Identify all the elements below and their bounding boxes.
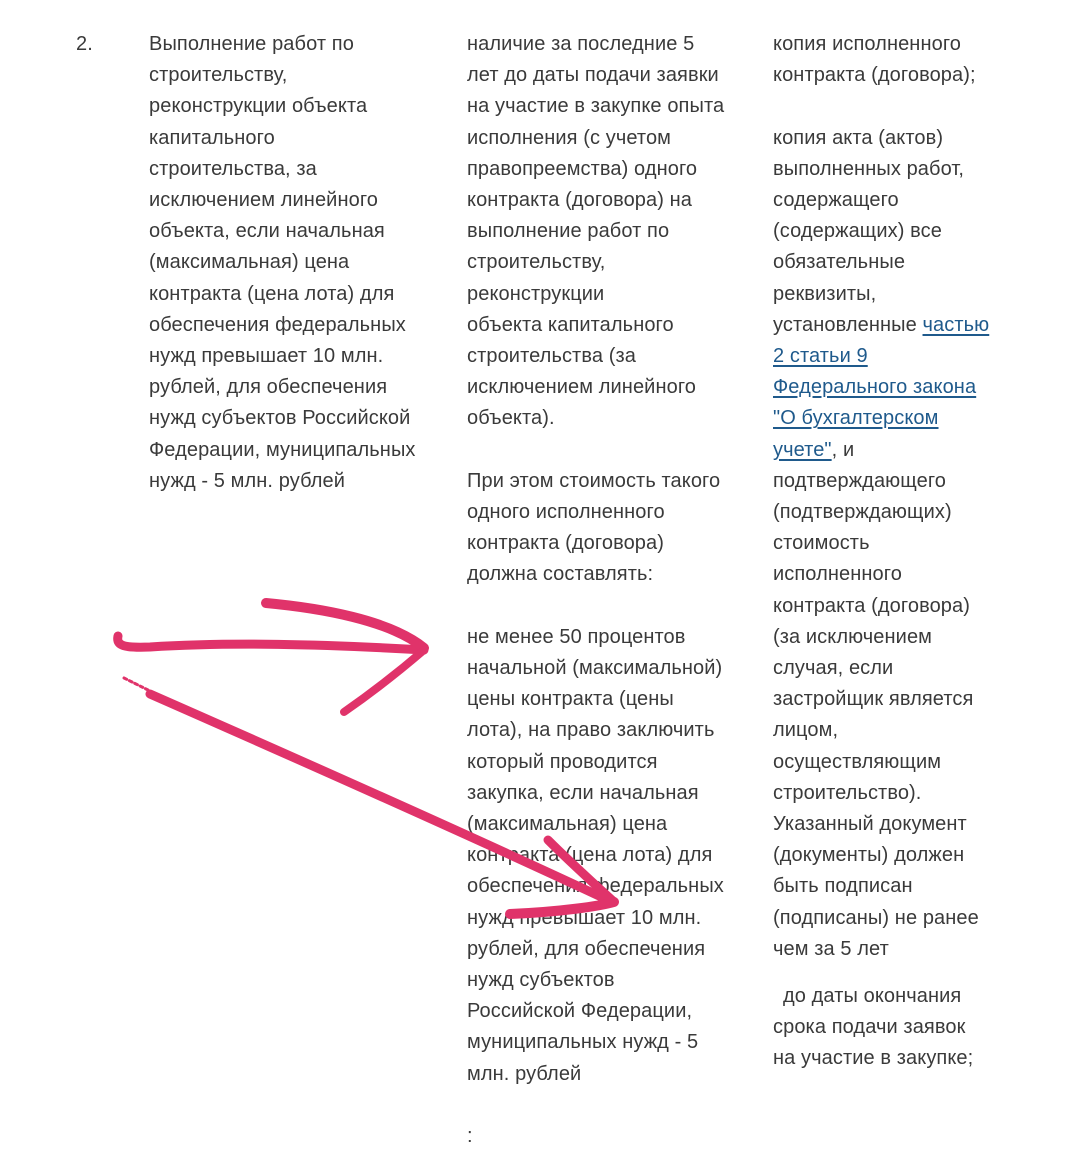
text-line: выполненных работ, (773, 157, 965, 180)
paragraph-gap (467, 435, 749, 466)
text-line: исключением линейного (149, 189, 378, 212)
text-line: нужд субъектов (467, 969, 615, 992)
text-line: Указанный документ (773, 813, 967, 836)
text-line: нужд - 5 млн. рублей (149, 469, 345, 492)
text-line: объекта капитального (467, 313, 674, 336)
text-line: одного исполненного (467, 501, 665, 524)
text-line: быть подписан (773, 875, 913, 898)
arrow-diagonal-dashes (124, 678, 148, 690)
law-link-part[interactable]: 2 статьи 9 (773, 345, 868, 368)
row-number (76, 29, 116, 60)
text-line: исключением линейного (467, 376, 696, 399)
text-line: строительства (за (467, 345, 636, 368)
paragraph-gap (467, 1090, 749, 1121)
text-line: осуществляющим (773, 750, 942, 773)
text-line-with-link (773, 372, 1023, 403)
text-line: (содержащих) все (773, 220, 942, 243)
text-line: стоимость (773, 532, 870, 555)
text-line: реконструкции объекта (149, 95, 368, 118)
text-line: Федерации, муниципальных (149, 438, 416, 461)
text-line-with-link (773, 403, 1023, 434)
text-line: (подписаны) не ранее (773, 906, 979, 929)
text-line: строительству, (149, 64, 288, 87)
text-line: закупка, если начальная (467, 781, 699, 804)
text-line: содержащего (773, 189, 899, 211)
work-type-column (149, 29, 441, 497)
arrow-right-shaft (118, 636, 424, 650)
text-line: лота), на право заключить (467, 719, 715, 742)
text-line: реконструкции (467, 282, 605, 305)
text-line: капитального (149, 126, 275, 149)
text-line: контракта (договора); (773, 64, 976, 87)
text-line: строительство). (773, 781, 922, 804)
paragraph-gap (467, 591, 749, 622)
text-fragment: установленные (773, 313, 923, 336)
law-link-part[interactable]: Федерального закона (773, 376, 977, 399)
text-line: копия акта (актов) (773, 126, 944, 149)
text-line: чем за 5 лет (773, 937, 889, 960)
text-line: (максимальная) цена (467, 813, 668, 836)
text-line: на участие в закупке; (773, 1047, 974, 1070)
arrow-right-head-lower (344, 650, 424, 712)
requirements-column (467, 29, 749, 1152)
paragraph-gap (773, 965, 1023, 981)
text-line: контракта (договора) (467, 532, 664, 555)
text-line: (документы) должен (773, 844, 965, 867)
text-line-with-link (773, 310, 1023, 341)
text-line: начальной (максимальной) (467, 657, 723, 680)
text-line: правопреемства) одного (467, 157, 698, 180)
law-link-part[interactable]: "О бухгалтерском (773, 407, 939, 430)
arrow-right-head-upper (266, 603, 424, 648)
text-line: (подтверждающих) (773, 501, 952, 524)
text-line: контракта (договора) на (467, 189, 693, 212)
paragraph-gap (773, 91, 1023, 122)
text-line: контракта (цена лота) для (467, 844, 713, 867)
text-line: контракта (договора) (773, 594, 970, 617)
text-line: должна составлять: (467, 563, 654, 586)
text-line: цены контракта (цены (467, 688, 674, 711)
text-line: рублей, для обеспечения (467, 937, 706, 960)
text-line-with-link (773, 435, 1023, 466)
text-line: (за исключением (773, 625, 933, 648)
text-line: объекта, если начальная (149, 220, 385, 243)
text-line: на участие в закупке опыта (467, 95, 725, 118)
text-line: объекта). (467, 407, 555, 430)
text-line: млн. рублей (467, 1062, 582, 1085)
text-line: подтверждающего (773, 469, 946, 492)
text-line: контракта (цена лота) для (149, 282, 395, 305)
trailing-colon: : (467, 1125, 473, 1148)
text-line: нужд субъектов Российской (149, 407, 411, 430)
text-line: лицом, (773, 719, 839, 742)
text-line: исполнения (с учетом (467, 126, 672, 149)
row-number-text: 2. (76, 33, 93, 55)
text-line: срока подачи заявок (773, 1016, 966, 1039)
documents-column (773, 29, 1023, 1075)
text-line: копия исполненного (773, 33, 962, 55)
text-line: строительства, за (149, 157, 317, 180)
text-line: реквизиты, (773, 282, 877, 305)
text-fragment: , и (831, 438, 855, 461)
text-line: наличие за последние 5 (467, 33, 695, 55)
text-line: нужд превышает 10 млн. (149, 345, 384, 368)
text-line: рублей, для обеспечения (149, 376, 388, 399)
text-line: застройщик является (773, 688, 974, 711)
text-line: обеспечения федеральных (149, 313, 406, 336)
text-line: строительству, (467, 251, 606, 274)
law-link-part[interactable]: учете" (773, 438, 832, 461)
text-line: лет до даты подачи заявки (467, 64, 719, 87)
text-line: не менее 50 процентов (467, 625, 686, 648)
text-line: обязательные (773, 251, 906, 274)
text-line: (максимальная) цена (149, 251, 350, 274)
text-line-with-link (773, 341, 1023, 372)
text-line: исполненного (773, 563, 902, 586)
text-line: который проводится (467, 750, 658, 773)
text-line: выполнение работ по (467, 220, 670, 243)
text-line: нужд превышает 10 млн. (467, 906, 702, 929)
text-line: случая, если (773, 657, 894, 680)
text-line: муниципальных нужд - 5 (467, 1031, 699, 1054)
text-line: При этом стоимость такого (467, 469, 721, 492)
text-line: обеспечения федеральных (467, 875, 724, 898)
text-line: до даты окончания (783, 985, 962, 1008)
text-line: Российской Федерации, (467, 1000, 693, 1023)
law-link-part[interactable]: частью (922, 313, 990, 336)
text-line: Выполнение работ по (149, 33, 354, 55)
